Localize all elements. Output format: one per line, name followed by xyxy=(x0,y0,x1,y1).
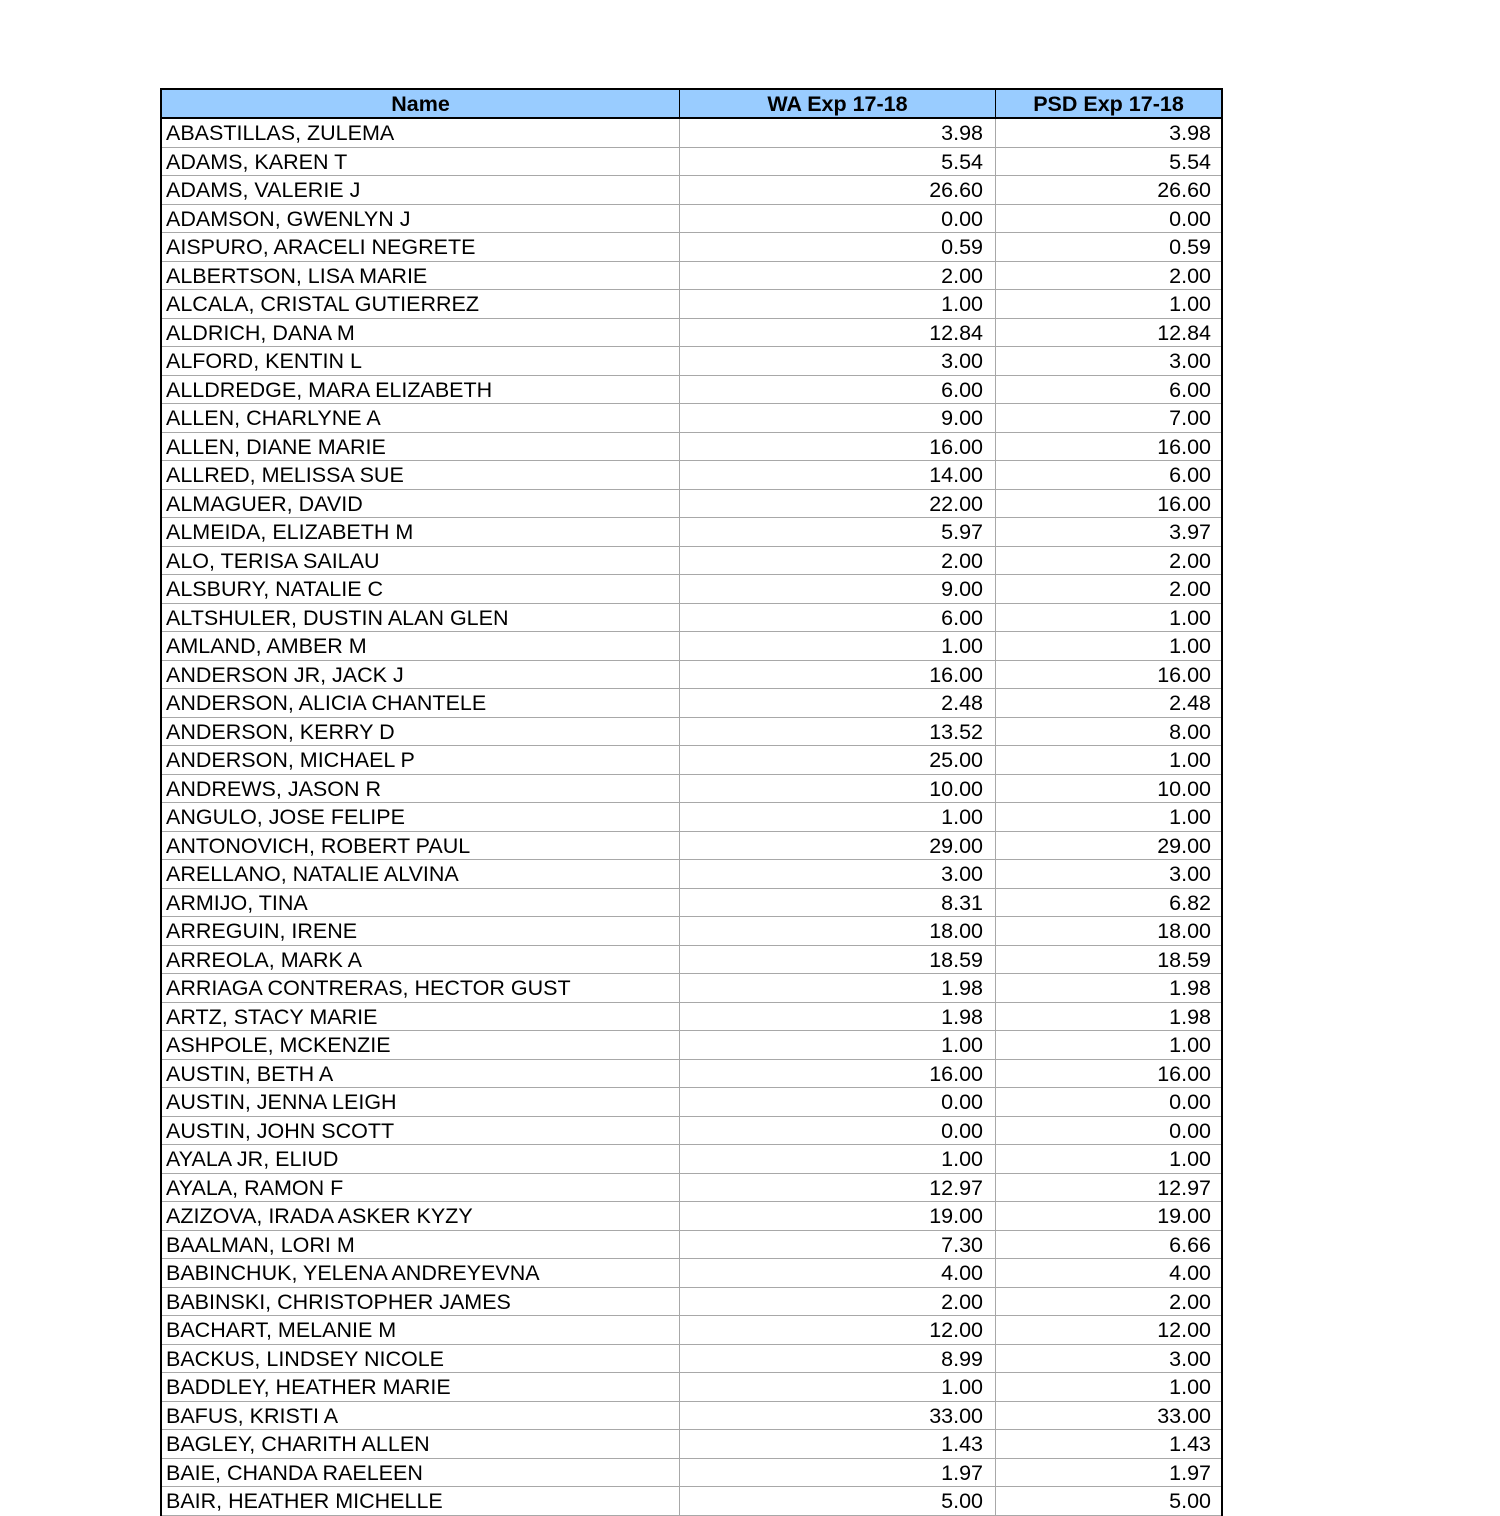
cell-wa-exp: 9.00 xyxy=(680,404,996,432)
cell-psd-exp: 1.00 xyxy=(1169,634,1211,658)
cell-name: BAALMAN, LORI M xyxy=(162,1231,680,1259)
cell-name: ALFORD, KENTIN L xyxy=(162,347,680,375)
cell-psd-exp: 3.00 xyxy=(1169,1346,1211,1371)
cell-psd-exp: 16.00 xyxy=(1157,1061,1211,1086)
table-row xyxy=(162,917,1221,946)
cell-psd-exp: 0.00 xyxy=(1169,1090,1211,1114)
cell-wa-exp: 2.00 xyxy=(680,1288,996,1316)
cell-wa-exp: 1.00 xyxy=(680,1373,996,1401)
table-row xyxy=(162,1430,1221,1459)
cell-wa-exp: 2.48 xyxy=(680,689,996,717)
cell-name: BABINSKI, CHRISTOPHER JAMES xyxy=(162,1288,680,1316)
table-row xyxy=(162,376,1221,405)
cell-wa-exp: 1.43 xyxy=(680,1430,996,1458)
cell-psd-exp: 1.00 xyxy=(1169,605,1211,630)
cell-psd-exp: 1.00 xyxy=(1169,1033,1211,1057)
table-row xyxy=(162,1259,1221,1288)
table-row xyxy=(162,1373,1221,1402)
cell-name: ALTSHULER, DUSTIN ALAN GLEN xyxy=(162,604,680,632)
table-row xyxy=(162,1031,1221,1060)
cell-name: ARTZ, STACY MARIE xyxy=(162,1003,680,1031)
table-row xyxy=(162,1345,1221,1374)
cell-name: ANGULO, JOSE FELIPE xyxy=(162,803,680,831)
cell-name: AYALA, RAMON F xyxy=(162,1174,680,1202)
cell-name: AUSTIN, JOHN SCOTT xyxy=(162,1117,680,1145)
table-row xyxy=(162,1459,1221,1488)
cell-psd-exp: 3.00 xyxy=(1169,862,1211,886)
cell-psd-exp: 5.54 xyxy=(1169,149,1211,174)
cell-name: ABASTILLAS, ZULEMA xyxy=(162,119,680,147)
cell-psd-exp: 2.00 xyxy=(1169,577,1211,601)
table-row xyxy=(162,860,1221,889)
cell-wa-exp: 26.60 xyxy=(680,176,996,204)
cell-psd-exp: 1.00 xyxy=(1169,292,1211,316)
cell-wa-exp: 1.00 xyxy=(680,632,996,660)
table-row xyxy=(162,1231,1221,1260)
cell-psd-exp: 33.00 xyxy=(1157,1403,1211,1428)
cell-wa-exp: 9.00 xyxy=(680,575,996,603)
cell-wa-exp: 0.00 xyxy=(680,1117,996,1145)
cell-name: ALBERTSON, LISA MARIE xyxy=(162,262,680,290)
cell-psd-exp: 3.97 xyxy=(1169,520,1211,544)
cell-wa-exp: 12.97 xyxy=(680,1174,996,1202)
table-row xyxy=(162,832,1221,861)
cell-wa-exp: 3.00 xyxy=(680,347,996,375)
cell-name: ANDERSON, KERRY D xyxy=(162,718,680,746)
cell-psd-exp: 1.00 xyxy=(1169,805,1211,829)
table-row xyxy=(162,119,1221,148)
cell-psd-exp: 6.82 xyxy=(1169,890,1211,915)
cell-psd-exp: 10.00 xyxy=(1157,776,1211,801)
table-row xyxy=(162,404,1221,433)
cell-wa-exp: 0.59 xyxy=(680,233,996,261)
table-row xyxy=(162,946,1221,975)
table-row xyxy=(162,490,1221,519)
table-row xyxy=(162,1003,1221,1032)
cell-name: ALDRICH, DANA M xyxy=(162,319,680,347)
cell-name: AMLAND, AMBER M xyxy=(162,632,680,660)
table-row xyxy=(162,433,1221,462)
header-psd-exp: PSD Exp 17-18 xyxy=(1033,92,1184,116)
cell-psd-exp: 1.00 xyxy=(1169,748,1211,772)
cell-wa-exp: 1.00 xyxy=(680,290,996,318)
cell-wa-exp: 0.00 xyxy=(680,205,996,233)
cell-psd-exp: 18.00 xyxy=(1157,919,1211,943)
table-body xyxy=(162,119,1221,1516)
cell-psd-exp: 1.00 xyxy=(1169,1147,1211,1171)
cell-psd-exp: 4.00 xyxy=(1169,1261,1211,1285)
cell-psd-exp: 3.98 xyxy=(1169,121,1211,145)
table-row xyxy=(162,262,1221,291)
table-row xyxy=(162,1060,1221,1089)
table-row xyxy=(162,1088,1221,1117)
cell-wa-exp: 10.00 xyxy=(680,775,996,803)
cell-wa-exp: 25.00 xyxy=(680,746,996,774)
cell-wa-exp: 18.00 xyxy=(680,917,996,945)
cell-wa-exp: 3.98 xyxy=(680,119,996,147)
cell-name: BAFUS, KRISTI A xyxy=(162,1402,680,1430)
cell-wa-exp: 1.00 xyxy=(680,803,996,831)
cell-psd-exp: 19.00 xyxy=(1157,1204,1211,1228)
cell-name: ANDREWS, JASON R xyxy=(162,775,680,803)
cell-wa-exp: 3.00 xyxy=(680,860,996,888)
cell-name: AUSTIN, JENNA LEIGH xyxy=(162,1088,680,1116)
cell-psd-exp: 1.98 xyxy=(1169,1004,1211,1029)
cell-psd-exp: 16.00 xyxy=(1157,662,1211,687)
cell-name: AYALA JR, ELIUD xyxy=(162,1145,680,1173)
cell-wa-exp: 29.00 xyxy=(680,832,996,860)
table-row xyxy=(162,689,1221,718)
cell-name: ALCALA, CRISTAL GUTIERREZ xyxy=(162,290,680,318)
table-row xyxy=(162,1145,1221,1174)
cell-psd-exp: 8.00 xyxy=(1169,719,1211,744)
cell-name: ARRIAGA CONTRERAS, HECTOR GUST xyxy=(162,974,680,1002)
table-row xyxy=(162,775,1221,804)
cell-wa-exp: 4.00 xyxy=(680,1259,996,1287)
cell-psd-exp: 0.00 xyxy=(1169,206,1211,231)
cell-psd-exp: 26.60 xyxy=(1157,178,1211,202)
cell-name: ADAMS, VALERIE J xyxy=(162,176,680,204)
cell-wa-exp: 8.99 xyxy=(680,1345,996,1373)
cell-name: BAGLEY, CHARITH ALLEN xyxy=(162,1430,680,1458)
table-row xyxy=(162,1487,1221,1516)
table-header-row xyxy=(162,90,1221,119)
cell-wa-exp: 12.00 xyxy=(680,1316,996,1344)
cell-psd-exp: 3.00 xyxy=(1169,349,1211,373)
cell-wa-exp: 33.00 xyxy=(680,1402,996,1430)
cell-name: ANDERSON, ALICIA CHANTELE xyxy=(162,689,680,717)
cell-wa-exp: 8.31 xyxy=(680,889,996,917)
cell-name: ALMEIDA, ELIZABETH M xyxy=(162,518,680,546)
table-row xyxy=(162,575,1221,604)
cell-name: BAIR, HEATHER MICHELLE xyxy=(162,1487,680,1515)
table-row xyxy=(162,1402,1221,1431)
cell-psd-exp: 1.00 xyxy=(1169,1375,1211,1399)
cell-wa-exp: 2.00 xyxy=(680,547,996,575)
cell-name: AUSTIN, BETH A xyxy=(162,1060,680,1088)
cell-psd-exp: 29.00 xyxy=(1157,833,1211,858)
cell-psd-exp: 0.00 xyxy=(1169,1118,1211,1143)
table-row xyxy=(162,518,1221,547)
cell-wa-exp: 16.00 xyxy=(680,433,996,461)
table-row xyxy=(162,148,1221,177)
cell-wa-exp: 5.54 xyxy=(680,148,996,176)
cell-wa-exp: 1.97 xyxy=(680,1459,996,1487)
cell-psd-exp: 16.00 xyxy=(1157,434,1211,459)
table-row xyxy=(162,604,1221,633)
cell-psd-exp: 6.66 xyxy=(1169,1232,1211,1257)
cell-name: ALO, TERISA SAILAU xyxy=(162,547,680,575)
table-row xyxy=(162,718,1221,747)
cell-psd-exp: 18.59 xyxy=(1157,947,1211,972)
cell-wa-exp: 22.00 xyxy=(680,490,996,518)
table-row xyxy=(162,1117,1221,1146)
table-row xyxy=(162,1288,1221,1317)
table-row xyxy=(162,290,1221,319)
header-wa-exp: WA Exp 17-18 xyxy=(680,90,996,117)
table-row xyxy=(162,461,1221,490)
cell-psd-exp: 6.00 xyxy=(1169,377,1211,402)
table-row xyxy=(162,746,1221,775)
cell-wa-exp: 0.00 xyxy=(680,1088,996,1116)
cell-psd-exp: 2.00 xyxy=(1169,548,1211,573)
cell-name: ADAMSON, GWENLYN J xyxy=(162,205,680,233)
cell-wa-exp: 1.98 xyxy=(680,1003,996,1031)
cell-name: BABINCHUK, YELENA ANDREYEVNA xyxy=(162,1259,680,1287)
cell-name: BAIE, CHANDA RAELEEN xyxy=(162,1459,680,1487)
cell-name: BACHART, MELANIE M xyxy=(162,1316,680,1344)
cell-name: ANDERSON, MICHAEL P xyxy=(162,746,680,774)
cell-wa-exp: 6.00 xyxy=(680,604,996,632)
cell-name: BADDLEY, HEATHER MARIE xyxy=(162,1373,680,1401)
cell-name: ALSBURY, NATALIE C xyxy=(162,575,680,603)
cell-wa-exp: 5.97 xyxy=(680,518,996,546)
table-row xyxy=(162,803,1221,832)
cell-psd-exp: 0.59 xyxy=(1169,235,1211,259)
table-row xyxy=(162,233,1221,262)
cell-wa-exp: 1.00 xyxy=(680,1145,996,1173)
cell-name: ADAMS, KAREN T xyxy=(162,148,680,176)
cell-wa-exp: 7.30 xyxy=(680,1231,996,1259)
cell-psd-exp: 7.00 xyxy=(1169,406,1211,430)
table-row xyxy=(162,347,1221,376)
table-row xyxy=(162,1174,1221,1203)
cell-name: ALLEN, DIANE MARIE xyxy=(162,433,680,461)
cell-name: ARELLANO, NATALIE ALVINA xyxy=(162,860,680,888)
cell-psd-exp: 5.00 xyxy=(1169,1489,1211,1513)
cell-name: BACKUS, LINDSEY NICOLE xyxy=(162,1345,680,1373)
cell-name: ALLRED, MELISSA SUE xyxy=(162,461,680,489)
cell-psd-exp: 1.43 xyxy=(1169,1432,1211,1456)
cell-wa-exp: 19.00 xyxy=(680,1202,996,1230)
cell-psd-exp: 2.00 xyxy=(1169,1289,1211,1314)
cell-name: AISPURO, ARACELI NEGRETE xyxy=(162,233,680,261)
table-row xyxy=(162,889,1221,918)
cell-wa-exp: 18.59 xyxy=(680,946,996,974)
table-row xyxy=(162,319,1221,348)
cell-wa-exp: 16.00 xyxy=(680,661,996,689)
cell-wa-exp: 1.00 xyxy=(680,1031,996,1059)
expense-table xyxy=(160,88,1223,1516)
cell-wa-exp: 6.00 xyxy=(680,376,996,404)
cell-psd-exp: 6.00 xyxy=(1169,463,1211,487)
cell-wa-exp: 12.84 xyxy=(680,319,996,347)
cell-name: ARREGUIN, IRENE xyxy=(162,917,680,945)
cell-name: ARMIJO, TINA xyxy=(162,889,680,917)
cell-name: ALLEN, CHARLYNE A xyxy=(162,404,680,432)
cell-name: ANTONOVICH, ROBERT PAUL xyxy=(162,832,680,860)
table-row xyxy=(162,547,1221,576)
cell-name: ASHPOLE, MCKENZIE xyxy=(162,1031,680,1059)
table-row xyxy=(162,974,1221,1003)
cell-name: ARREOLA, MARK A xyxy=(162,946,680,974)
cell-wa-exp: 2.00 xyxy=(680,262,996,290)
cell-name: ALLDREDGE, MARA ELIZABETH xyxy=(162,376,680,404)
cell-wa-exp: 14.00 xyxy=(680,461,996,489)
cell-name: ANDERSON JR, JACK J xyxy=(162,661,680,689)
table-row xyxy=(162,1202,1221,1231)
cell-psd-exp: 12.97 xyxy=(1157,1175,1211,1200)
cell-psd-exp: 1.97 xyxy=(1169,1460,1211,1485)
cell-wa-exp: 5.00 xyxy=(680,1487,996,1515)
table-row xyxy=(162,632,1221,661)
cell-wa-exp: 16.00 xyxy=(680,1060,996,1088)
cell-psd-exp: 2.48 xyxy=(1169,691,1211,715)
cell-psd-exp: 12.00 xyxy=(1157,1318,1211,1342)
table-row xyxy=(162,176,1221,205)
cell-wa-exp: 1.98 xyxy=(680,974,996,1002)
table-row xyxy=(162,205,1221,234)
cell-wa-exp: 13.52 xyxy=(680,718,996,746)
cell-name: ALMAGUER, DAVID xyxy=(162,490,680,518)
table-row xyxy=(162,1316,1221,1345)
cell-psd-exp: 16.00 xyxy=(1157,491,1211,516)
cell-name: AZIZOVA, IRADA ASKER KYZY xyxy=(162,1202,680,1230)
header-name: Name xyxy=(162,90,680,117)
cell-psd-exp: 12.84 xyxy=(1157,320,1211,345)
cell-psd-exp: 1.98 xyxy=(1169,976,1211,1000)
cell-psd-exp: 2.00 xyxy=(1169,263,1211,288)
table-row xyxy=(162,661,1221,690)
